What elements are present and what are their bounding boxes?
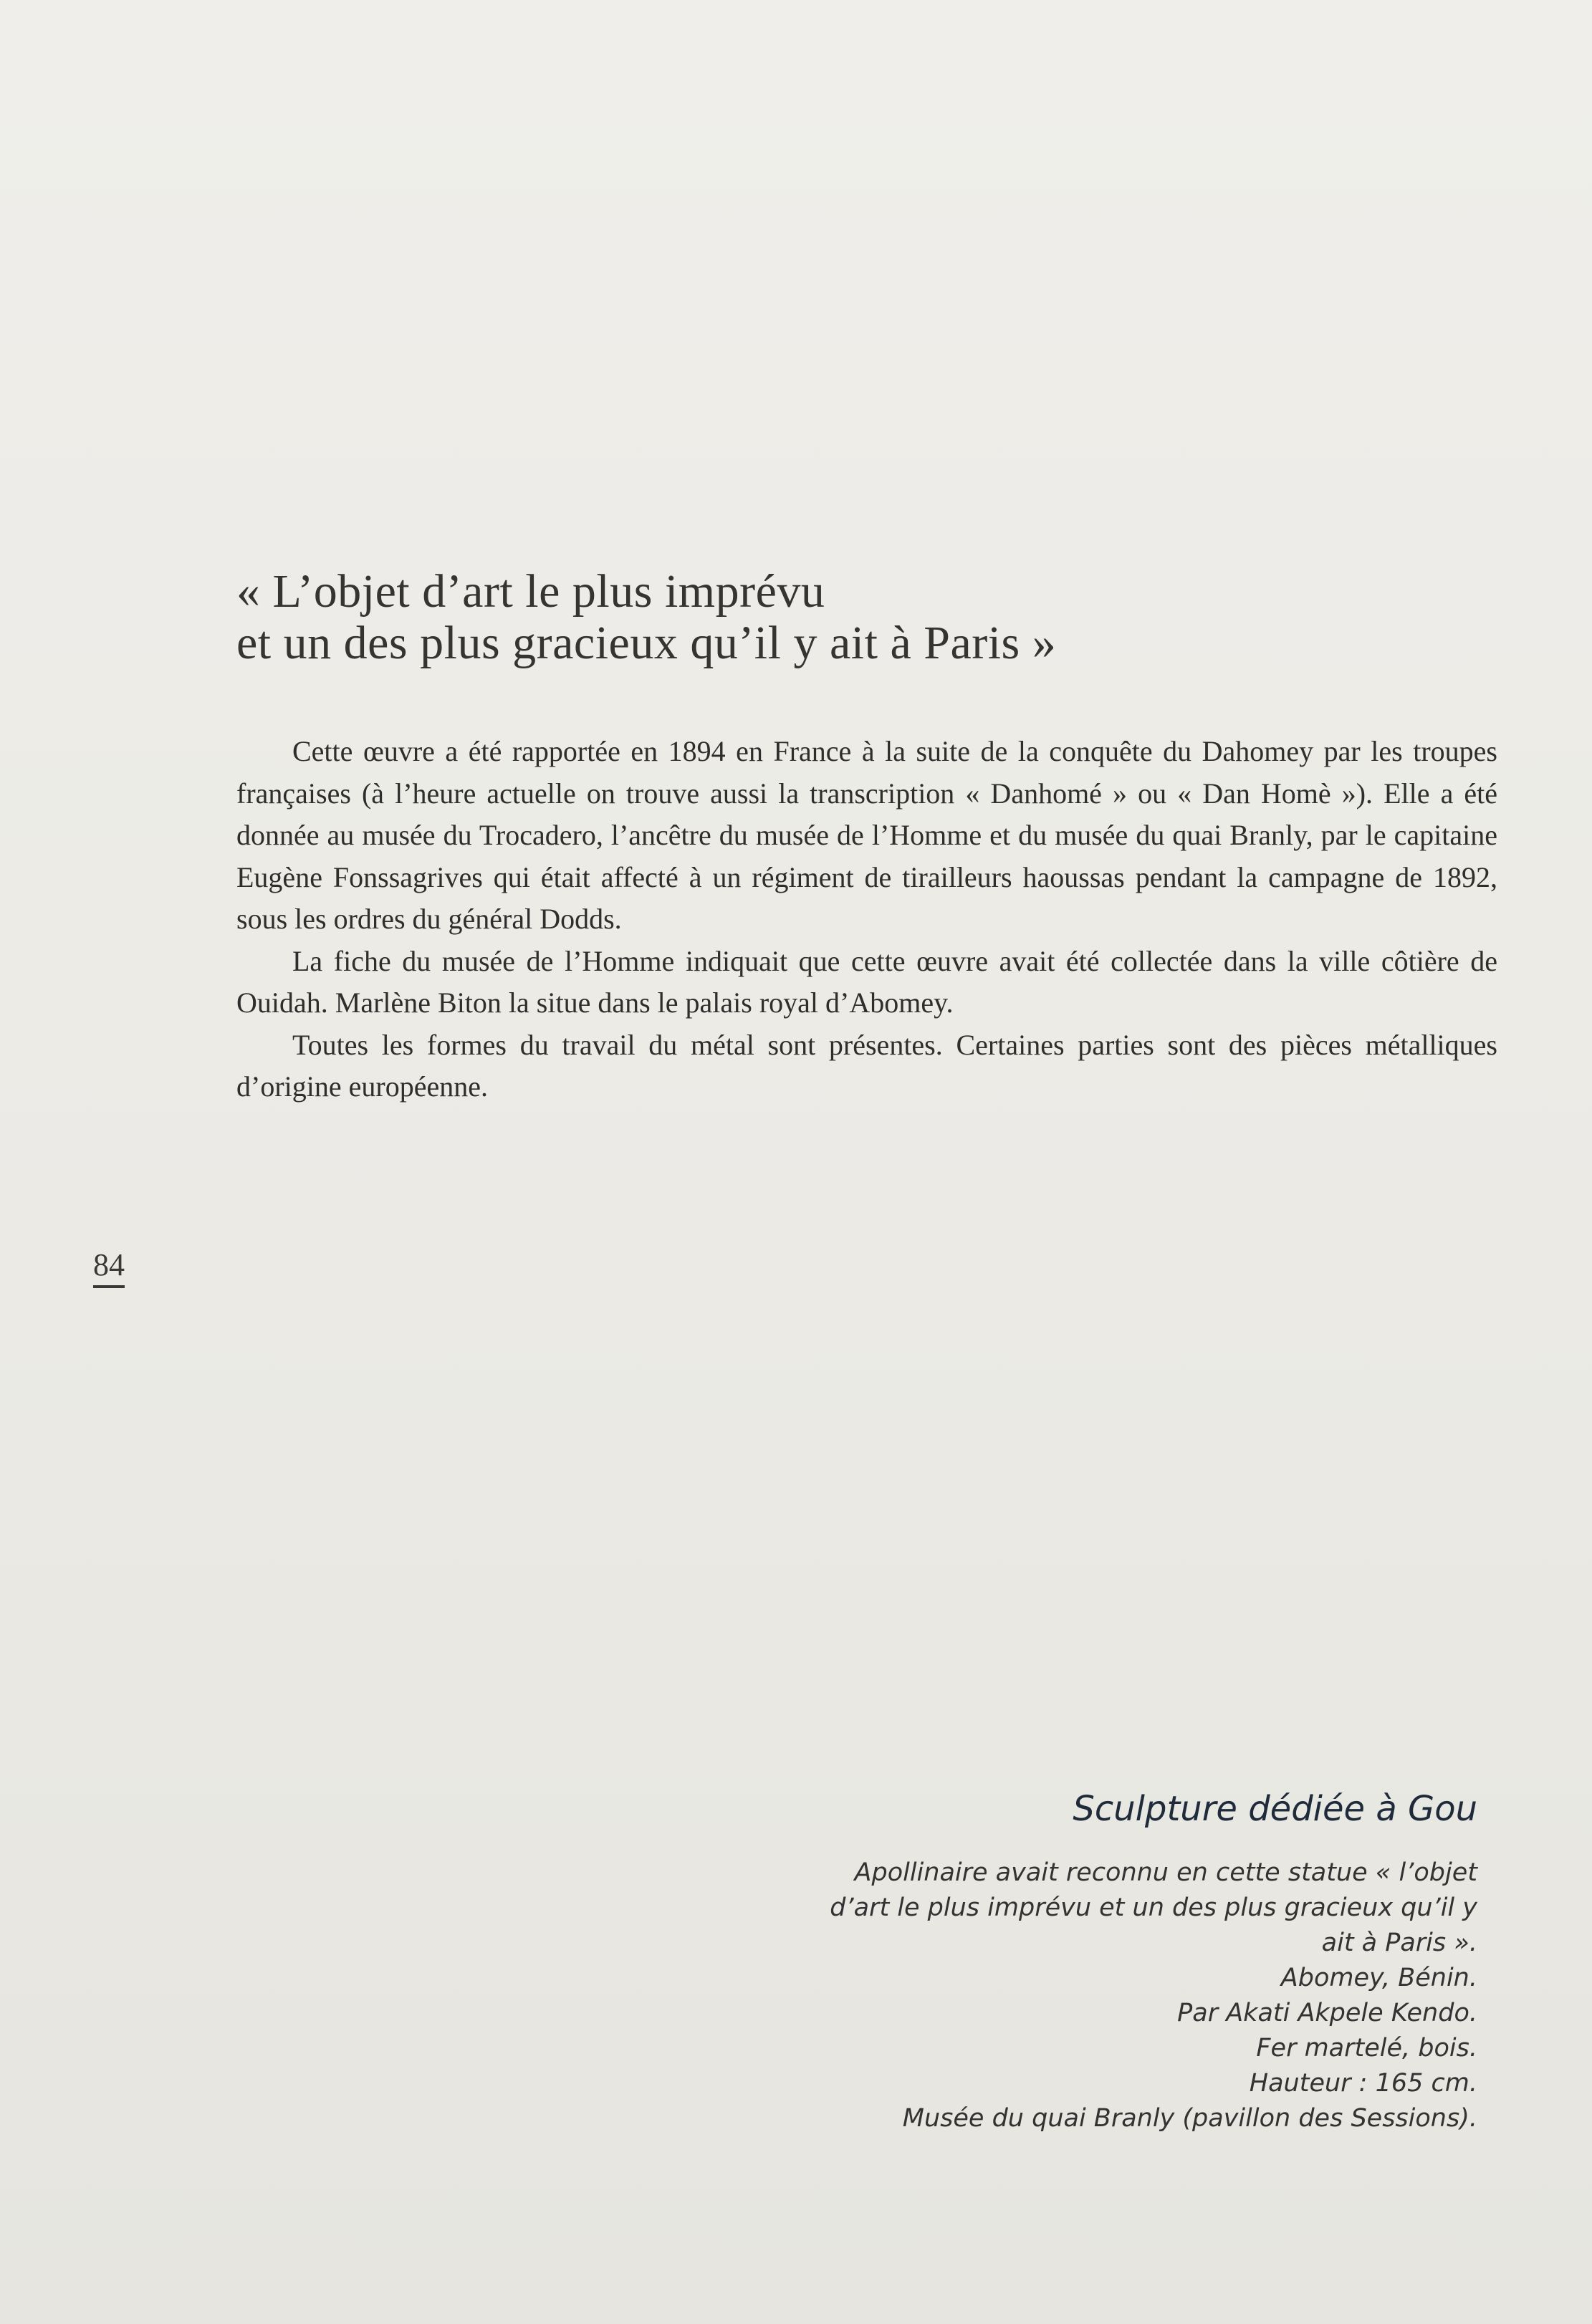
heading-line-2: et un des plus gracieux qu’il y ait à Paris » [236,617,1057,669]
caption-museum: Musée du quai Branly (pavillon des Sessions). [902,2104,1477,2133]
body-paragraph-2: La fiche du musée de l’Homme indiquait que cette œuvre avait été collectée dans la ville côtière de Ouidah. Marlène Biton la situe dans le palais royal d’Abomey. [236,944,1497,1019]
main-text-block [236,566,1497,1108]
body-paragraph-3: Toutes les formes du travail du métal sont présentes. Certaines parties sont des pièces métalliques d’origine européenne. [236,1028,1497,1103]
caption-height: Hauteur : 165 cm. [1249,2069,1477,2098]
body-paragraph-1: Cette œuvre a été rapportée en 1894 en France à la suite de la conquête du Dahomey par les troupes françaises (à l’heure actuelle on trouve aussi la transcription « Danhomé » ou « Dan Homè »). Elle a été donnée au musée du Trocadero, l’ancêtre du musée de l’Homme et du musée du quai Branly, par le capitaine Eugène Fonssagrives qui était affecté à un régiment de tirailleurs haoussas pendant la campagne de 1892, sous les ordres du général Dodds. [236,735,1497,935]
caption-artist: Par Akati Akpele Kendo. [1177,1999,1477,2027]
chapter-heading [236,566,1497,669]
caption-title: Sculpture dédiée à Gou [1073,1789,1477,1829]
caption-location: Abomey, Bénin. [1280,1964,1477,1992]
caption-material: Fer martelé, bois. [1256,2034,1477,2063]
caption-line: Apollinaire avait reconnu en cette statue « l’objet [854,1858,1477,1887]
heading-line-1: « L’objet d’art le plus imprévu [236,565,825,618]
body-text [236,731,1497,1108]
page-number: 84 [93,1247,125,1288]
caption-line: ait à Paris ». [1321,1929,1477,1957]
caption-line: d’art le plus imprévu et un des plus gracieux qu’il y [830,1893,1477,1922]
image-caption [689,1784,1477,2136]
